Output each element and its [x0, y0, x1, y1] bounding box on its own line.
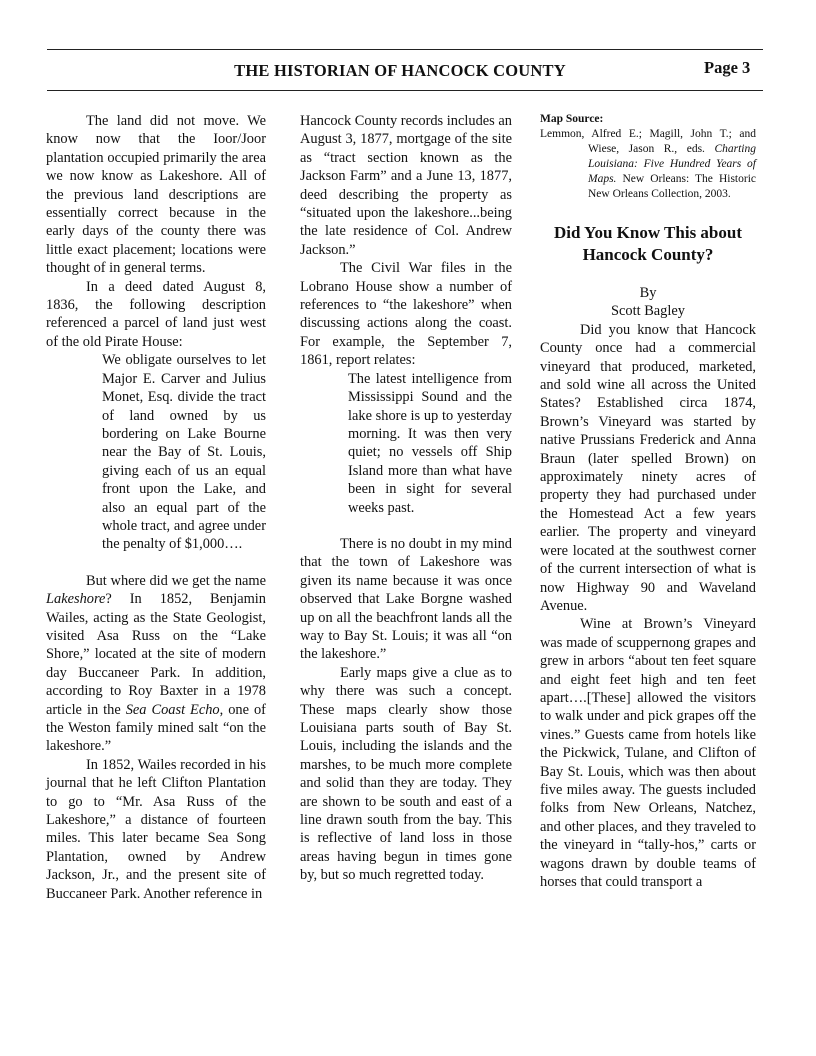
report-quote: The latest intelligence from Mississippi Sound and the lake shore is up to yesterday morning. It was then very quiet; no vessels off Ship Island more than what have been in sight for several weeks past.	[348, 370, 512, 516]
text-run: But where did we get the name	[86, 572, 266, 589]
column-3	[540, 112, 756, 891]
paragraph: There is no doubt in my mind that the town of Lakeshore was given its name because it was once observed that Lake Borgne washed up on all the beachfront lands all the way to Bay St. Louis; it was all “on the lakeshore.”	[300, 535, 512, 663]
header-top-rule	[47, 49, 763, 50]
page-number: Page 3	[704, 58, 751, 77]
map-source-label: Map Source:	[540, 113, 604, 125]
byline-by: By	[639, 285, 657, 301]
italic-text: Sea Coast Echo	[125, 701, 220, 718]
map-source	[540, 112, 756, 202]
text-run: New Orleans: The Historic New Orleans Collection, 2003.	[588, 173, 756, 200]
paragraph: In 1852, Wailes recorded in his journal that he left Clifton Plantation to go to “Mr. Asa Russ of the Lakeshore,” a distance of fourteen miles. This later became Sea Song Plantation, owned by Andrew Jackson, Jr., and the present site of Buccaneer Park. Another reference in	[46, 756, 266, 902]
column-1	[46, 112, 266, 903]
column-2	[300, 112, 512, 885]
map-citation	[540, 127, 756, 202]
text-run: , one of the Weston family mined salt “on the lakeshore.”	[46, 701, 266, 755]
deed-quote: We obligate ourselves to let Major E. Carver and Julius Monet, Esq. divide the tract of land owned by us bordering on Lake Bourne near the Bay of St. Louis, giving each of us an equal front upon the Lake, and also an equal part of the whole tract, and agree under the penalty of $1,000….	[102, 352, 266, 553]
paragraph: Did you know that Hancock County once had a commercial vineyard that produced, marketed, and sold wine all across the United States? Established circa 1874, Brown’s Vineyard was started by native Prussians Frederick and Anna Braun (later spelled Brown) on approximately ninety acres of property they had purchased under the Homestead Act a few years earlier. The property and vineyard were located at the southwest corner of the current intersection of what is now Highway 90 and Waveland Avenue.	[540, 321, 756, 614]
header-bottom-rule	[47, 90, 763, 91]
paragraph: Hancock County records includes an August 3, 1877, mortgage of the site as “tract section known as the Jackson Farm” and a June 13, 1877, deed describing the property as “situated upon the lakeshore...being the late residence of Col. Andrew Jackson.”	[300, 113, 512, 258]
paragraph	[46, 572, 266, 756]
italic-text: Charting Louisiana: Five Hundred Years of Maps.	[588, 143, 756, 185]
paragraph: The land did not move. We know now that the Ioor/Joor plantation occupied primarily the area we now know as Lakeshore. All of the previous land descriptions are essentially correct because in the early days of the county there was little exact placement; locations were thought of in general terms.	[46, 113, 266, 277]
text-run: Lemmon, Alfred E.; Magill, John T.; and Wiese, Jason R., eds.	[540, 128, 756, 155]
byline	[540, 284, 756, 321]
text-run: ? In 1852, Benjamin Wailes, acting as the State Geologist, visited Asa Russ on the “Lake Shore,” located at the site of modern day Buccaneer Park. In addition, according to Roy Baxter in a 1978 article in the	[46, 591, 266, 718]
italic-text: Lakeshore	[46, 591, 106, 608]
paragraph: Wine at Brown’s Vineyard was made of scuppernong grapes and grew in arbors “about ten feet square and eight feet high and ten feet apart….[These] allowed the visitors to walk under and pick grapes off the vines.” Guests came from hotels like the Pickwick, Tulane, and Clifton of Bay St. Louis, which was then about five miles away. The guests included folks from New Orleans, Natchez, and other places, and they traveled to the vineyard in “tally-hos,” carts or wagons drawn by double teams of horses that could transport a	[540, 616, 756, 890]
paragraph: In a deed dated August 8, 1836, the following description referenced a parcel of land just west of the old Pirate House:	[46, 278, 266, 350]
newsletter-title: THE HISTORIAN OF HANCOCK COUNTY	[234, 61, 566, 80]
paragraph: Early maps give a clue as to why there was such a concept. These maps clearly show those Louisiana parts south of Bay St. Louis, including the islands and the marshes, to be much more complete and solid than they are today. They are shown to be south and east of a line drawn south from the bay. This is reflective of land loss in those areas having begun in times gone by, but so much regretted today.	[300, 664, 512, 884]
paragraph: The Civil War files in the Lobrano House show a number of references to “the lakeshore” when discussing actions along the coast. For example, the September 7, 1861, report relates:	[300, 260, 512, 369]
byline-author: Scott Bagley	[611, 303, 685, 320]
article-heading: Did You Know This about Hancock County?	[553, 223, 743, 264]
